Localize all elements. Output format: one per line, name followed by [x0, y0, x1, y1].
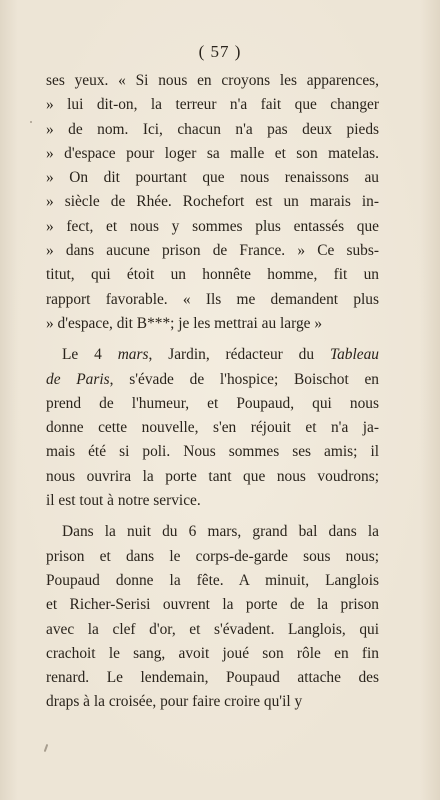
text-line	[46, 545, 379, 569]
text-run: » de nom. Ici, chacun n'a pas deux pieds	[46, 120, 379, 138]
italic-text: de Paris	[46, 370, 110, 388]
text-run: mais été si poli. Nous sommes ses amis; il	[46, 443, 379, 461]
text-run: » d'espace pour loger sa malle et son matelas.	[46, 144, 379, 162]
paragraph	[46, 343, 379, 513]
text-line	[46, 166, 379, 190]
text-run: Le 4	[62, 346, 118, 364]
text-line	[46, 215, 379, 239]
text-run: donne cette nouvelle, s'en réjouit et n'a ja-	[46, 419, 379, 437]
text-line	[46, 618, 379, 642]
text-line	[46, 239, 379, 263]
text-run: prend de l'humeur, et Poupaud, qui nous	[46, 394, 379, 412]
text-run: nous ouvrira la porte tant que nous voudrons;	[46, 467, 379, 485]
text-run: » On dit pourtant que nous renaissons au	[46, 169, 379, 187]
text-line	[46, 690, 379, 714]
text-run: Poupaud donne la fête. A minuit, Langlois	[46, 571, 379, 589]
text-line	[46, 93, 379, 117]
body-text	[46, 69, 379, 715]
text-run: » siècle de Rhée. Rochefort est un marais in-	[46, 193, 379, 211]
text-run: crachoit le sang, avoit joué son rôle en fin	[46, 644, 379, 662]
text-run: » fect, et nous y sommes plus entassés que	[46, 217, 379, 235]
text-run: » dans aucune prison de France. » Ce subs-	[46, 242, 379, 260]
paragraph-gap	[46, 336, 379, 343]
text-line	[46, 69, 379, 93]
text-line	[46, 520, 379, 544]
text-line	[46, 642, 379, 666]
text-run: ses yeux. « Si nous en croyons les apparences,	[46, 72, 379, 89]
text-run: et Richer-Serisi ouvrent la porte de la prison	[46, 596, 379, 614]
text-line	[46, 569, 379, 593]
text-run: il est tout à notre service.	[46, 492, 201, 510]
text-run: » lui dit-on, la terreur n'a fait que changer	[46, 96, 379, 114]
text-line	[46, 666, 379, 690]
text-run: avec la clef d'or, et s'évadent. Langlois, qui	[46, 620, 379, 638]
text-line	[46, 190, 379, 214]
ink-speck	[30, 121, 32, 123]
text-line	[46, 392, 379, 416]
text-run: , s'évade de l'hospice; Boischot en	[109, 370, 379, 388]
text-line	[46, 288, 379, 312]
text-run: rapport favorable. « Ils me demandent plus	[46, 290, 379, 308]
text-line	[46, 142, 379, 166]
paragraph-gap	[46, 513, 379, 520]
text-line	[46, 416, 379, 440]
text-line	[46, 465, 379, 489]
text-line	[46, 263, 379, 287]
italic-text: mars	[117, 346, 149, 364]
text-run: renard. Le lendemain, Poupaud attache des	[46, 669, 379, 687]
text-run: prison et dans le corps-de-garde sous nous;	[46, 547, 379, 565]
paragraph	[46, 520, 379, 714]
text-run: draps à la croisée, pour faire croire qu'il y	[46, 693, 303, 711]
text-run: » d'espace, dit B***; je les mettrai au large »	[46, 314, 323, 332]
ink-speck	[44, 744, 49, 752]
italic-text: Tableau	[329, 346, 379, 364]
paragraph	[46, 69, 379, 336]
text-line	[46, 440, 379, 464]
text-run: titut, qui étoit un honnête homme, fit un	[46, 266, 379, 284]
text-run: , Jardin, rédacteur du	[148, 346, 330, 364]
text-line	[46, 312, 379, 336]
page-number: ( 57 )	[198, 42, 242, 61]
text-line	[46, 343, 379, 367]
text-run: Dans la nuit du 6 mars, grand bal dans la	[62, 523, 379, 541]
text-line	[46, 593, 379, 617]
text-line	[46, 368, 379, 392]
text-line	[46, 118, 379, 142]
text-line	[46, 489, 379, 513]
